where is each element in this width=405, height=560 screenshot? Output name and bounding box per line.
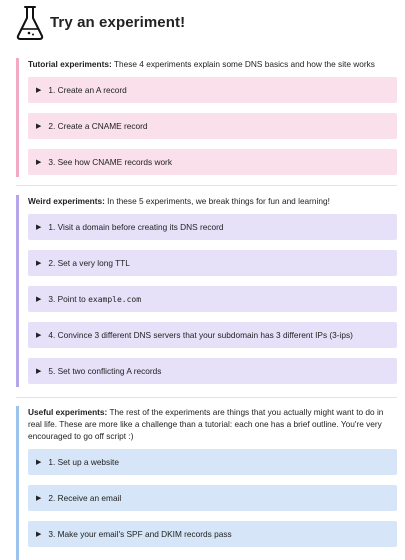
experiment-item[interactable] <box>28 322 397 348</box>
experiment-label: 3. See how CNAME records work <box>48 157 172 167</box>
triangle-right-icon: ▶ <box>36 296 42 303</box>
weird-section <box>16 195 397 387</box>
experiment-item[interactable] <box>28 358 397 384</box>
experiment-label: 1. Set up a website <box>48 457 119 467</box>
tutorial-section <box>16 58 397 177</box>
divider <box>16 397 397 398</box>
experiment-label: 2. Receive an email <box>48 493 122 503</box>
triangle-right-icon: ▶ <box>36 332 42 339</box>
experiment-item[interactable] <box>28 449 397 475</box>
experiment-label: 1. Visit a domain before creating its DNS record <box>48 222 224 232</box>
experiment-item[interactable] <box>28 113 397 139</box>
triangle-right-icon: ▶ <box>36 224 42 231</box>
triangle-right-icon: ▶ <box>36 123 42 130</box>
triangle-right-icon: ▶ <box>36 87 42 94</box>
experiment-label: 1. Create an A record <box>48 85 127 95</box>
triangle-right-icon: ▶ <box>36 159 42 166</box>
experiment-item[interactable] <box>28 77 397 103</box>
experiment-item[interactable] <box>28 250 397 276</box>
experiment-item[interactable] <box>28 485 397 511</box>
flask-icon <box>16 5 44 41</box>
weird-heading: Weird experiments: <box>28 196 105 206</box>
triangle-right-icon: ▶ <box>36 459 42 466</box>
experiment-item[interactable] <box>28 214 397 240</box>
experiment-item[interactable] <box>28 521 397 547</box>
experiment-label: 4. Convince 3 different DNS servers that your subdomain has 3 different IPs (3-ips) <box>48 330 353 340</box>
weird-intro <box>28 195 397 207</box>
experiment-label-prefix: 3. Point to <box>48 294 89 304</box>
code-snippet: example.com <box>88 295 142 304</box>
useful-section <box>16 406 397 560</box>
triangle-right-icon: ▶ <box>36 495 42 502</box>
page-title: Try an experiment! <box>50 14 186 31</box>
useful-intro <box>28 406 397 442</box>
experiment-label: 2. Set a very long TTL <box>48 258 130 268</box>
useful-description: The rest of the experiments are things that you actually might want to do in real life. These are more like a challenge than a tutorial: each one has a brief outline. You're very encouraged to go off script :) <box>28 407 384 441</box>
experiment-label: 5. Set two conflicting A records <box>48 366 162 376</box>
experiment-item[interactable] <box>28 286 397 312</box>
header <box>0 0 405 50</box>
weird-description: In these 5 experiments, we break things for fun and learning! <box>104 196 330 206</box>
tutorial-heading: Tutorial experiments: <box>28 59 112 69</box>
useful-heading: Useful experiments: <box>28 407 108 417</box>
tutorial-intro <box>28 58 397 70</box>
useful-accent-bar <box>16 406 19 560</box>
divider <box>16 185 397 186</box>
experiment-item[interactable] <box>28 149 397 175</box>
experiment-label <box>48 294 141 304</box>
triangle-right-icon: ▶ <box>36 368 42 375</box>
triangle-right-icon: ▶ <box>36 531 42 538</box>
tutorial-description: These 4 experiments explain some DNS basics and how the site works <box>111 59 375 69</box>
experiment-label: 3. Make your email's SPF and DKIM records pass <box>48 529 232 539</box>
weird-accent-bar <box>16 195 19 387</box>
triangle-right-icon: ▶ <box>36 260 42 267</box>
experiment-label: 2. Create a CNAME record <box>48 121 148 131</box>
tutorial-accent-bar <box>16 58 19 177</box>
